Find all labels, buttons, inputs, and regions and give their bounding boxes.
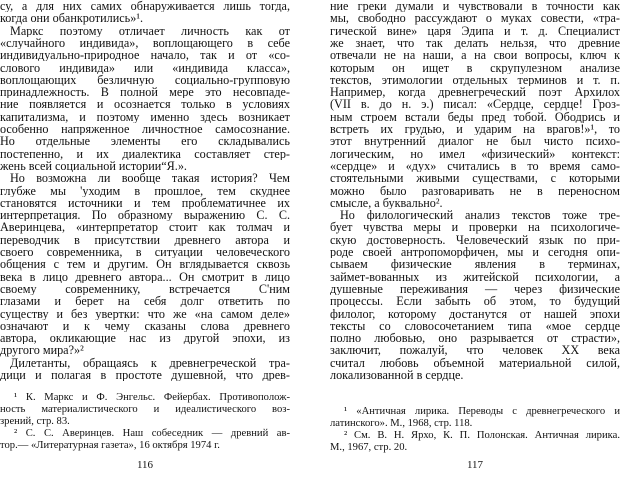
text-line: означают и к чему сказаны слова древнего [0, 319, 290, 333]
text-line: индивидуально-природное начало, так и от «со- [0, 49, 290, 62]
text-line: капитализма, и поэтому именно здесь возникает [0, 110, 290, 123]
text-line: текстов, этимологии отдельных терминов и т. п. [330, 73, 620, 87]
text-line: займет-вованных из житейской психологии, а [330, 270, 620, 283]
footnote-line: ность материалистического и идеалистического воз- [0, 404, 290, 415]
text-line: существу и без увертки: что же «на самом деле» [0, 307, 290, 320]
footnote-line: тор.— «Литературная газета», 16 октября 1974 г. [0, 440, 220, 451]
footnote-line: ² С. С. Аверинцев. Наш собеседник — древний ав- [14, 428, 290, 439]
text-line: роде своей антропоморфичен, мы и сегодня опи- [330, 246, 620, 259]
text-line: Но отдельные элементы его складывались [0, 135, 290, 148]
text-line: когда они обанкротились»¹. [0, 12, 144, 25]
text-line: другого мира?»² [0, 344, 84, 357]
text-line: филолог, которому достанутся от нашей эпохи [330, 307, 620, 320]
text-line: ние появляется и осознается только в условиях [0, 98, 290, 111]
text-line: полно любовью, оно разрывается от страсти», [330, 332, 620, 345]
text-line: ние греки думали и чувствовали в точности как [330, 0, 620, 13]
text-line: тексты со словосочетанием типа «мое сердце [330, 319, 620, 333]
text-line: этот внутренний диалог не был чисто психо- [330, 135, 620, 148]
text-line: слового индивида» или «индивида класса», [0, 61, 290, 74]
text-line: века в лицо древнего автора... Он смотрит в лицо [0, 270, 290, 283]
text-line: смысле, а буквально². [330, 196, 443, 210]
text-line: заключит, пожалуй, что человек XX века [330, 344, 620, 357]
text-line: сываем физические явления в терминах, [330, 258, 620, 271]
text-line: своему современнику, встречается С'ним [0, 282, 290, 296]
text-line: можно было разговаривать не в переносном [330, 184, 620, 197]
text-line: локализованной в сердце. [330, 369, 464, 382]
text-line: Но возможна ли вообще такая история? Чем [10, 172, 290, 185]
text-line: же знает, что так делать нельзя, что древние [330, 36, 620, 50]
text-line: становятся источники и тем проблематичнее их [0, 196, 290, 210]
text-line: «случайного индивида», воплощающего в себе [0, 36, 290, 50]
text-line: душевные переживания — через физические [330, 282, 620, 296]
text-line: постепенно, и их диалектика составляет стер- [0, 147, 290, 160]
right-page [330, 0, 620, 479]
text-line: интерпретация. По образному выражению С. С. [0, 209, 290, 222]
text-line: гической вине» царя Эдипа и т. д. Специалист [330, 24, 620, 37]
text-line: (VII в. до н. э.) писал: «Сердце, сердце! Гроз- [330, 98, 620, 111]
text-line: дици и полагая в простоте душевной, что древ- [0, 369, 290, 382]
text-line: скую достоверность. Человеческий язык по при- [330, 233, 620, 246]
text-line: су, а для них самих обнаруживается лишь тогда, [0, 0, 290, 13]
text-line: Например, когда древнегреческий поэт Архилох [330, 86, 620, 99]
text-line: встреть их грудью, и ударим на врагов!»¹, то [330, 123, 620, 136]
page-number-right: 117 [466, 459, 484, 471]
text-line: жень всей социальной истории“Я.». [0, 159, 187, 173]
footnote-line: зрений, стр. 83. [0, 416, 70, 427]
text-line: принадлежность. В полной мере это несовпаде- [0, 86, 290, 99]
text-line: общения с тем и другим. Он вглядывается сквозь [0, 258, 290, 271]
footnote-line: ¹ «Античная лирика. Переводы с древнегреческого и [344, 406, 620, 417]
text-line: глазами и берет на себя долг ответить по [0, 295, 290, 308]
text-line: своего современника, в ситуации человеческого [0, 246, 290, 259]
footnote-line: ¹ К. Маркс и Ф. Энгельс. Фейербах. Противополож- [14, 392, 290, 403]
footnote-line: М., 1967, стр. 20. [330, 442, 408, 453]
text-line: Аверинцева, «интерпретатор стоит как толмач и [0, 221, 290, 234]
text-line: переводчик в присутствии древнего автора и [0, 233, 290, 246]
text-line: бует чувства меры и проверки на психологиче- [330, 221, 620, 234]
text-line: глубже мы 'уходим в прошлое, тем скуднее [0, 184, 290, 197]
text-line: воплощающих безличную социально-групповую [0, 73, 290, 87]
text-line: которым он ищет в скрупулезном анализе [330, 61, 620, 74]
text-line: считал любовь объемной материальной силой, [330, 356, 620, 369]
text-line: Дилетанты, обращаясь к древнегреческой тра- [10, 356, 290, 369]
footnote-line: латинского». М., 1968, стр. 118. [330, 418, 473, 429]
text-line: мы, свободно рассуждают о муках совести, «тра- [330, 12, 620, 25]
text-line: Маркс поэтому отличает личность как от [10, 24, 290, 37]
text-line: Но филологический анализ текстов тоже тре- [340, 209, 620, 222]
text-line: логическим, но имел «физический» контекст: [330, 147, 620, 160]
text-line: стоятельными живыми существами, с которыми [330, 172, 620, 185]
text-line: ным строем встали беды пред тобой. Ободрись и [330, 110, 620, 123]
text-line: процессы. Если забыть об этом, то будущий [330, 295, 620, 308]
text-line: «сердце» и «дух» считались в то время само- [330, 159, 620, 173]
text-line: отвечали не на наши, а на свои вопросы, ключ к [330, 49, 620, 62]
text-line: особенно напряженное личностное самосознание. [0, 123, 290, 136]
page-number-left: 116 [136, 459, 154, 471]
left-page [0, 0, 290, 479]
text-line: автора, окликающие нас из другой эпохи, из [0, 332, 290, 345]
footnote-line: ² См. В. Н. Ярхо, К. П. Полонская. Античная лирика. [344, 430, 620, 441]
